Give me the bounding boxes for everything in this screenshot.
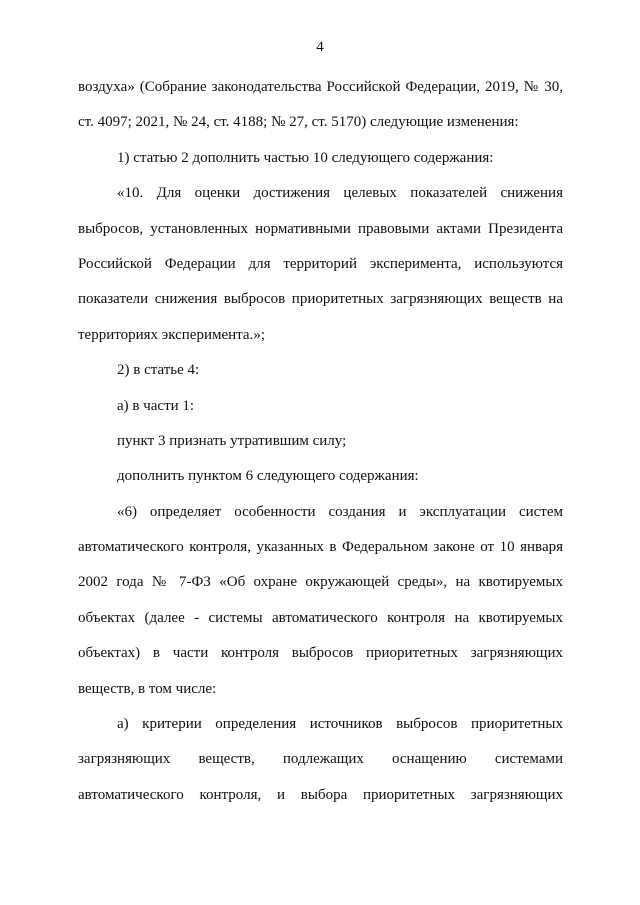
text-line: 2002 года № 7-ФЗ «Об охране окружающей среды», на квотируемых: [78, 574, 563, 591]
text-line: показатели снижения выбросов приоритетных загрязняющих веществ на: [78, 291, 563, 308]
text-line: объектах) в части контроля выбросов приоритетных загрязняющих: [78, 645, 563, 662]
text-line: выбросов, установленных нормативными правовыми актами Президента: [78, 220, 563, 237]
text-line: воздуха» (Собрание законодательства Российской Федерации, 2019, № 30,: [78, 79, 563, 95]
text-line: ст. 4097; 2021, № 24, ст. 4188; № 27, ст. 5170) следующие изменения:: [78, 114, 519, 131]
text-line: загрязняющих веществ, подлежащих оснащению системами: [78, 751, 563, 768]
text-line: Российской Федерации для территорий эксперимента, используются: [78, 255, 563, 272]
text-line: пункт 3 признать утратившим силу;: [117, 432, 347, 449]
text-line: веществ, в том числе:: [78, 680, 217, 697]
text-line: а) критерии определения источников выбросов приоритетных: [117, 716, 563, 733]
text-line: объектах (далее - системы автоматического контроля на квотируемых: [78, 609, 563, 626]
text-line: 1) статью 2 дополнить частью 10 следующего содержания:: [117, 149, 494, 166]
text-line: «6) определяет особенности создания и эксплуатации систем: [117, 503, 563, 520]
document-text: [78, 70, 563, 813]
text-line: 2) в статье 4:: [117, 362, 200, 379]
text-line: а) в части 1:: [117, 397, 195, 414]
text-line: «10. Для оценки достижения целевых показателей снижения: [117, 185, 563, 202]
text-line: автоматического контроля, и выбора приоритетных загрязняющих: [78, 786, 563, 803]
text-line: автоматического контроля, указанных в Федеральном законе от 10 января: [78, 539, 563, 556]
text-line: дополнить пунктом 6 следующего содержания:: [117, 468, 419, 485]
page-number: 4: [316, 39, 324, 55]
text-line: территориях эксперимента.»;: [78, 326, 265, 343]
